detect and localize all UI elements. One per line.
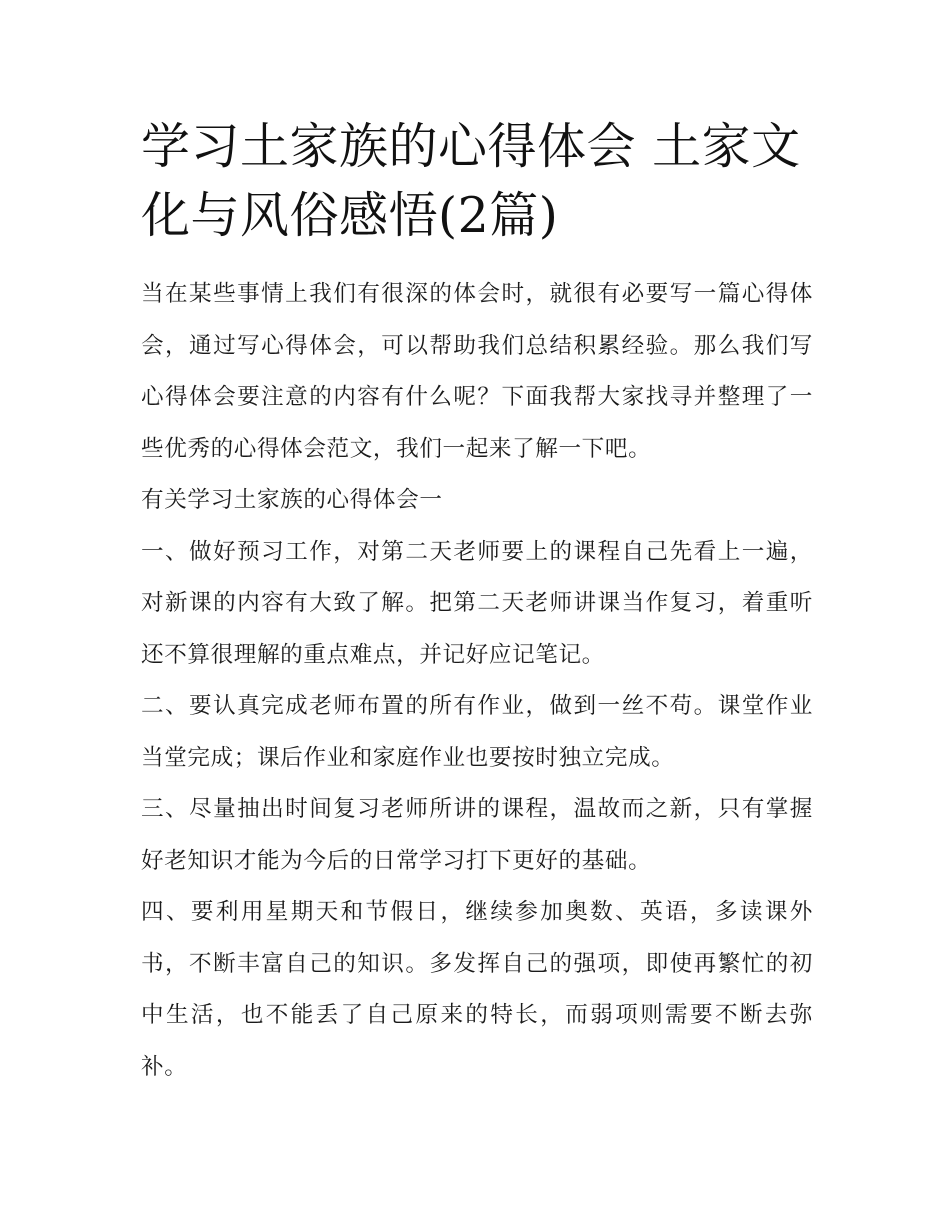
intro-paragraph: 当在某些事情上我们有很深的体会时，就很有必要写一篇心得体会，通过写心得体会，可以帮助我们总结积累经验。那么我们写心得体会要注意的内容有什么呢？下面我帮大家找寻并整理了一些优秀的心得体会范文，我们一起来了解一下吧。	[141, 281, 813, 462]
section-heading: 有关学习土家族的心得体会一	[141, 487, 443, 513]
paragraph-point-3: 三、尽量抽出时间复习老师所讲的课程，温故而之新，只有掌握好老知识才能为今后的日常学习打下更好的基础。	[141, 796, 813, 874]
page-title: 学习土家族的心得体会 土家文化与风俗感悟(2篇)	[141, 118, 801, 244]
paragraph-point-4: 四、要利用星期天和节假日，继续参加奥数、英语，多读课外书，不断丰富自己的知识。多发挥自己的强项，即使再繁忙的初中生活，也不能丢了自己原来的特长，而弱项则需要不断去弥补。	[141, 899, 813, 1080]
paragraph-point-1: 一、做好预习工作，对第二天老师要上的课程自己先看上一遍，对新课的内容有大致了解。把第二天老师讲课当作复习，着重听还不算很理解的重点难点，并记好应记笔记。	[141, 538, 813, 668]
document-body	[141, 269, 813, 1093]
paragraph-point-2: 二、要认真完成老师布置的所有作业，做到一丝不苟。课堂作业当堂完成；课后作业和家庭作业也要按时独立完成。	[141, 693, 813, 771]
document-content	[141, 112, 813, 1093]
